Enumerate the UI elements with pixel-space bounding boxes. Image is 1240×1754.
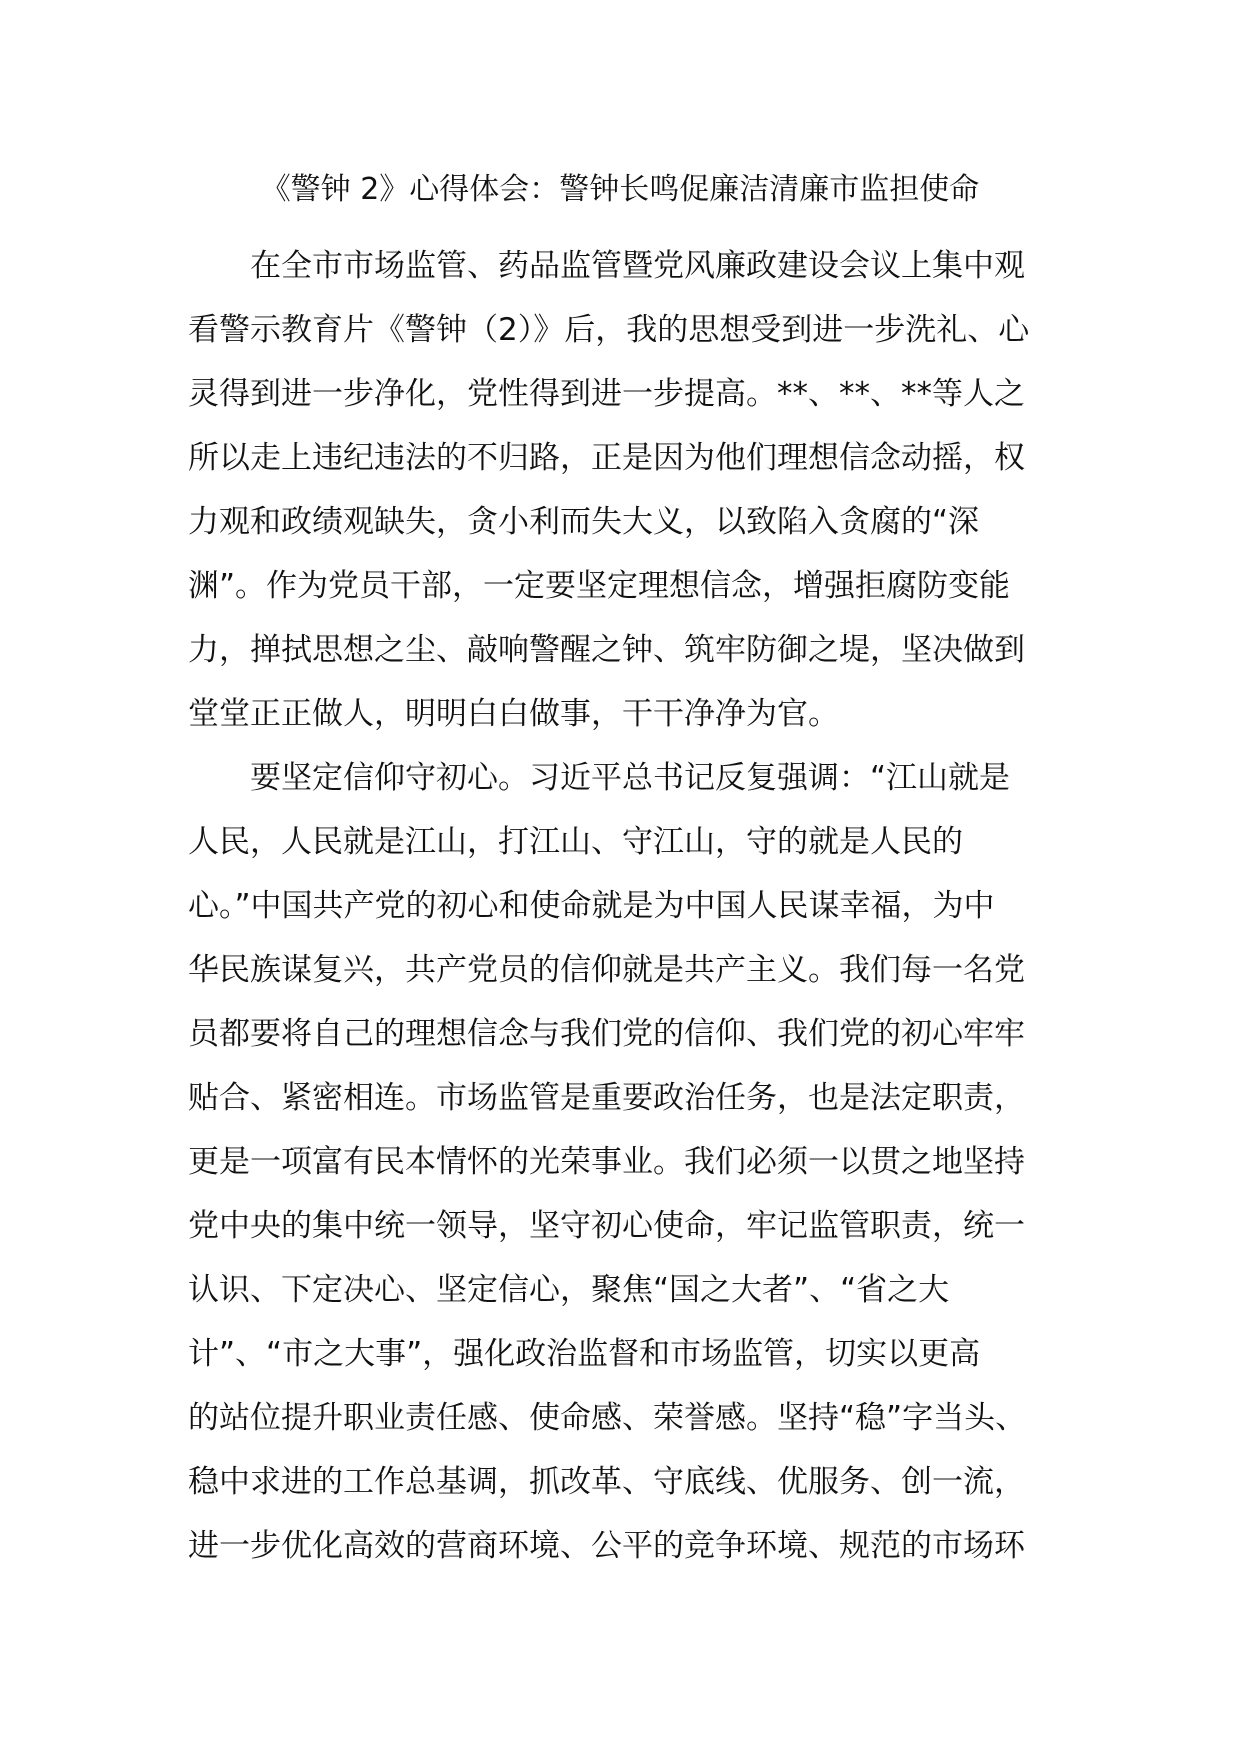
text-line: 更是一项富有民本情怀的光荣事业。我们必须一以贯之地坚持 <box>188 1144 1025 1180</box>
text-line: 看警示教育片《警钟（2）》后，我的思想受到进一步洗礼、心 <box>188 312 1030 348</box>
text-line: 华民族谋复兴，共产党员的信仰就是共产主义。我们每一名党 <box>188 952 1025 988</box>
text-line: 贴合、紧密相连。市场监管是重要政治任务，也是法定职责， <box>188 1080 1025 1116</box>
text-line: 心。”中国共产党的初心和使命就是为中国人民谋幸福，为中 <box>188 888 995 924</box>
text-line: 稳中求进的工作总基调，抓改革、守底线、优服务、创一流， <box>188 1464 1025 1500</box>
text-line: 所以走上违纪违法的不归路，正是因为他们理想信念动摇，权 <box>188 440 1025 476</box>
document-body <box>188 234 1068 1578</box>
text-line: 进一步优化高效的营商环境、公平的竞争环境、规范的市场环 <box>188 1528 1025 1564</box>
document-title: 《警钟 2》心得体会：警钟长鸣促廉洁清廉市监担使命 <box>260 172 980 207</box>
text-line: 堂堂正正做人，明明白白做事，干干净净为官。 <box>188 696 839 732</box>
paragraph <box>188 234 1068 746</box>
text-line: 认识、下定决心、坚定信心，聚焦“国之大者”、“省之大 <box>188 1272 950 1308</box>
text-line: 在全市市场监管、药品监管暨党风廉政建设会议上集中观 <box>250 248 1025 284</box>
text-line: 人民，人民就是江山，打江山、守江山，守的就是人民的 <box>188 824 963 860</box>
text-line: 力观和政绩观缺失，贪小利而失大义，以致陷入贪腐的“深 <box>188 504 980 540</box>
text-line: 渊”。作为党员干部，一定要坚定理想信念，增强拒腐防变能 <box>188 568 1011 604</box>
text-line: 党中央的集中统一领导，坚守初心使命，牢记监管职责，统一 <box>188 1208 1025 1244</box>
paragraph <box>188 746 1068 1578</box>
text-line: 计”、“市之大事”，强化政治监督和市场监管，切实以更高 <box>188 1336 981 1372</box>
text-line: 员都要将自己的理想信念与我们党的信仰、我们党的初心牢牢 <box>188 1016 1025 1052</box>
text-line: 的站位提升职业责任感、使命感、荣誉感。坚持“稳”字当头、 <box>188 1400 1027 1436</box>
text-line: 要坚定信仰守初心。习近平总书记反复强调：“江山就是 <box>250 760 1011 796</box>
text-line: 灵得到进一步净化，党性得到进一步提高。**、**、**等人之 <box>188 376 1025 412</box>
text-line: 力，掸拭思想之尘、敲响警醒之钟、筑牢防御之堤，坚决做到 <box>188 632 1025 668</box>
